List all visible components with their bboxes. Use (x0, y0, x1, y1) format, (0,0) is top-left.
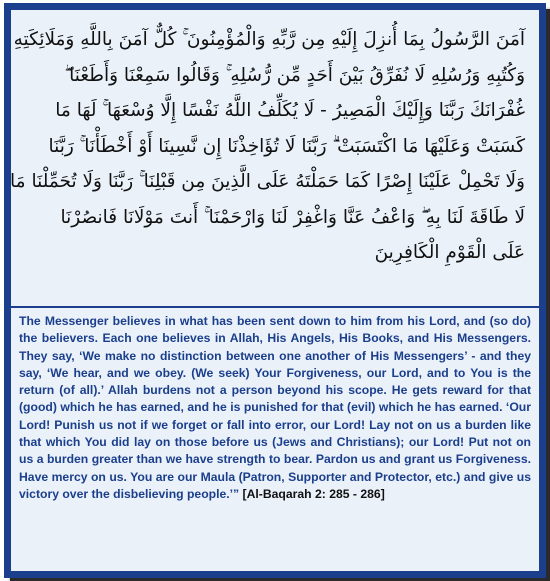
arabic-verse (10, 22, 525, 271)
arabic-line: وَلَا تَحْمِلْ عَلَيْنَا إِصْرًا كَمَا حَمَلْتَهُ عَلَى الَّذِينَ مِن قَبْلِنَا ۚ رَبَّنَا وَلَا تُحَمِّلْنَا مَا (10, 171, 525, 192)
arabic-line: آمَنَ الرَّسُولُ بِمَا أُنزِلَ إِلَيْهِ مِن رَّبِّهِ وَالْمُؤْمِنُونَ ۚ كُلٌّ آمَنَ بِاللَّهِ وَمَلَائِكَتِهِ (13, 29, 525, 50)
verse-reference: [Al-Baqarah 2: 285 - 286] (242, 486, 385, 501)
arabic-line: كَسَبَتْ وَعَلَيْهَا مَا اكْتَسَبَتْ ۗ رَبَّنَا لَا تُؤَاخِذْنَا إِن نَّسِينَا أَوْ أَخْطَأْنَا ۚ رَبَّنَا (48, 135, 525, 157)
arabic-line: عَلَى الْقَوْمِ الْكَافِرِينَ (374, 242, 525, 263)
arabic-line: لَا طَاقَةَ لَنَا بِهِ ۖ وَاعْفُ عَنَّا وَاغْفِرْ لَنَا وَارْحَمْنَا ۚ أَنتَ مَوْلَانَا فَانصُرْنَا (60, 206, 525, 228)
arabic-line: وَكُتُبِهِ وَرُسُلِهِ لَا نُفَرِّقُ بَيْنَ أَحَدٍ مِّن رُّسُلِهِ ۚ وَقَالُوا سَمِعْنَا وَأَطَعْنَا ۖ (64, 64, 525, 86)
section-divider (11, 306, 539, 308)
translation-text: The Messenger believes in what has been sent down to him from his Lord, and (so do) the believers. Each one believes in Allah, His Angels, His Books, and His Messengers. They say, ‘We make no distinction between one another of His Messengers’ - and they say, ‘We hear, and we obey. (We seek) Your Forgiveness, our Lord, and to You is the return (of all).’ Allah burdens not a person beyond his scope. He gets reward for that (good) which he has earned, and he is punished for that (evil) which he has earned. ‘Our Lord! Punish us not if we forget or fall into error, our Lord! Lay not on us a burden like that which You did lay on those before us (Jews and Christians); our Lord! Put not on us a burden greater than we have strength to bear. Pardon us and grant us Forgiveness. Have mercy on us. You are our Maula (Patron, Supporter and Protector, etc.) and give us victory over the disbelieving people.’” (19, 314, 531, 501)
english-translation (19, 313, 531, 503)
verse-card (4, 3, 546, 578)
arabic-line: غُفْرَانَكَ رَبَّنَا وَإِلَيْكَ الْمَصِيرُ - لَا يُكَلِّفُ اللَّهُ نَفْسًا إِلَّا وُسْعَهَا ۚ لَهَا مَا (55, 100, 525, 121)
